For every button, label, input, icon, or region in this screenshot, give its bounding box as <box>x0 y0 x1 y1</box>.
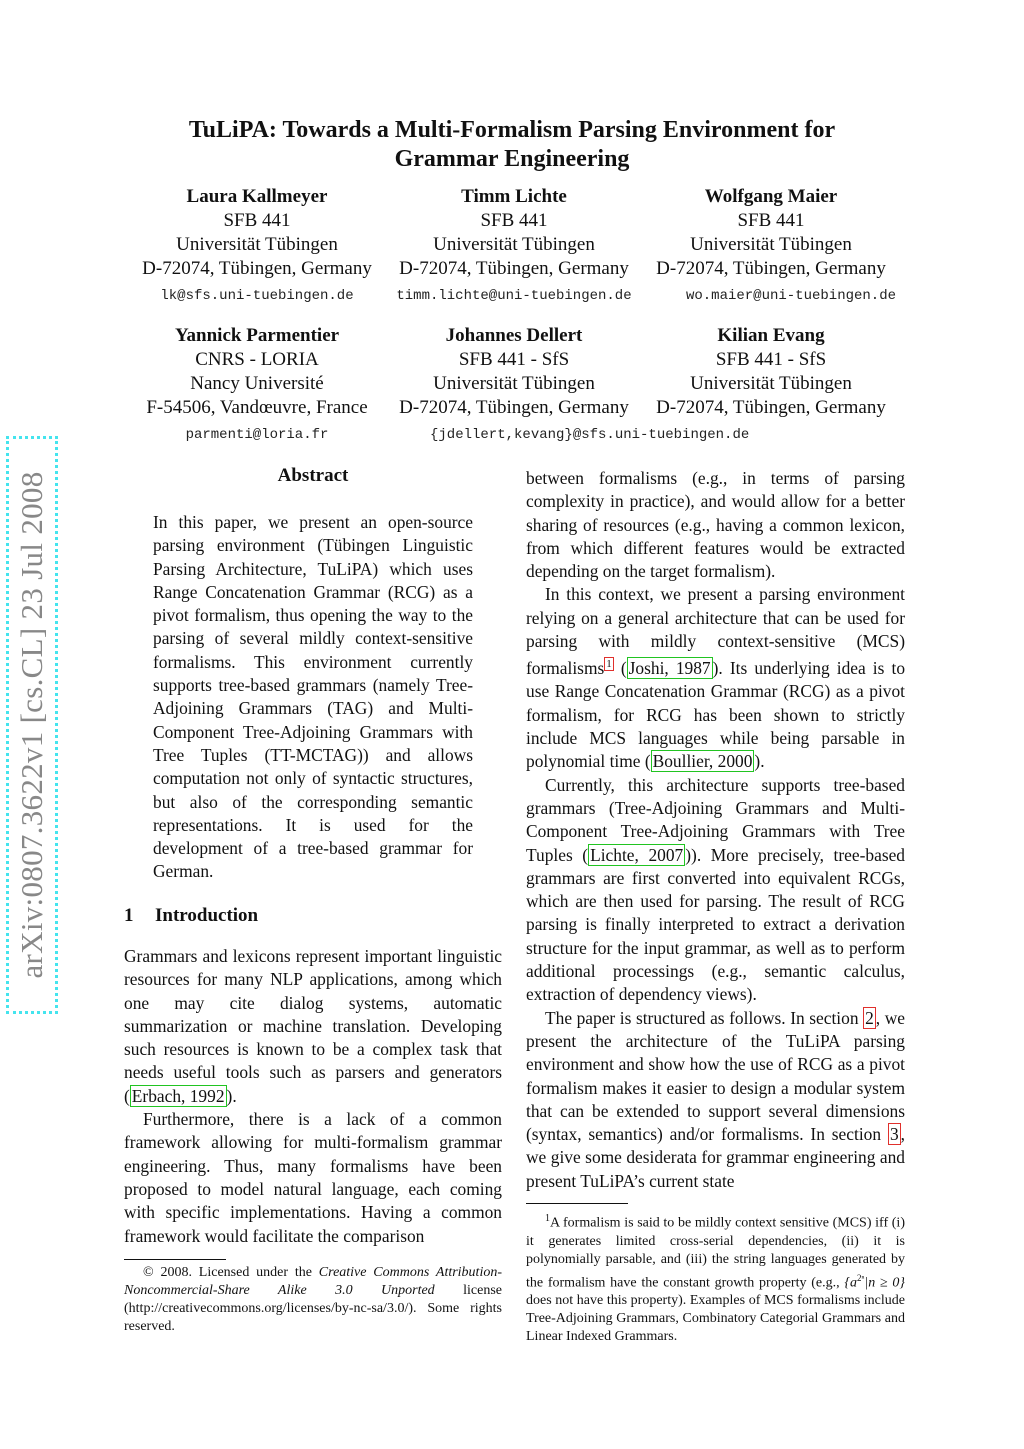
footnote-marker[interactable]: 1 <box>606 658 612 671</box>
paragraph: between formalisms (e.g., in terms of parsing complexity in practice), and would allow for a better sharing of resources (e.g., having a common lexicon, from which different features would be extracted depending on the target formalism). <box>526 468 905 582</box>
section-ref-link[interactable]: 2 <box>865 1007 874 1028</box>
citation-link[interactable]: Erbach, 1992 <box>131 1085 225 1106</box>
author-block <box>122 185 392 281</box>
author-block <box>122 324 392 420</box>
author-affiliation: Nancy Université <box>190 373 324 394</box>
paragraph: In this context, we present a parsing environment relying on a general architecture that can be used for parsing with mildly context-sensitive (MCS) formalisms $^1$ ( Joshi, 1987 ). Its underlying idea is to use Range Concatenation Grammar (RCG) as a pivot formalism, for RCG has been shown to strictly include MCS languages while being parsable in polynomial time ( Boullier, 2000 ). <box>526 584 906 772</box>
footnote-1: $^1$A formalism is said to be mildly context sensitive (MCS) iff (i) it generates limited cross-serial dependencies, (ii) it is polynomially parsable, and (iii) the string languages generated by the formalism have the constant growth property (e.g., $\{a^{2^n}|n \ge 0\}$ does not have this property). Examples of MCS formalisms include Tree-Adjoining Grammars, Combinatory Categorial Grammars and Linear Indexed Grammars. <box>526 1213 905 1345</box>
paragraph: The paper is structured as follows. In section 2 , we present the architecture of the TuLiPA parsing environment and show how the use of RCG as a pivot formalism makes it easier to design a modular system that can be extended to support several dimensions (syntax, semantics) and/or formalisms. In section 3 , we give some desiderata for grammar engineering and present TuLiPA’s current state <box>526 1007 905 1191</box>
arxiv-stamp <box>6 436 58 1014</box>
citation-link[interactable]: Joshi, 1987 <box>628 658 711 679</box>
author-affiliation: D-72074, Tübingen, Germany <box>142 258 372 279</box>
paragraph: Furthermore, there is a lack of a common framework allowing for multi-formalism grammar engineering. Thus, many formalisms have been proposed to model natural language, each coming with specific implementations. Having a common framework would facilitate the comparison <box>124 1109 502 1246</box>
author-affiliation: F-54506, Vandœuvre, France <box>146 397 368 418</box>
author-affiliation: D-72074, Tübingen, Germany <box>399 397 629 418</box>
intro-body <box>124 945 502 1248</box>
author-block <box>379 185 649 281</box>
author-affiliation: D-72074, Tübingen, Germany <box>656 397 886 418</box>
author-affiliation: Universität Tübingen <box>690 234 852 255</box>
paper-title <box>112 116 912 174</box>
arxiv-id: arXiv:0807.3622v1 [cs.CL] 23 Jul 2008 <box>14 471 49 979</box>
section-number: 1 <box>124 905 134 926</box>
author-email[interactable]: wo.maier@uni-tuebingen.de <box>685 288 897 304</box>
author-affiliation: D-72074, Tübingen, Germany <box>399 258 629 279</box>
title-line-2: Grammar Engineering <box>394 146 630 172</box>
author-affiliation: SFB 441 <box>223 210 291 231</box>
section-ref-link[interactable]: 3 <box>889 1124 899 1145</box>
author-name: Wolfgang Maier <box>704 186 838 207</box>
citation-link[interactable]: Lichte, 2007 <box>590 844 684 865</box>
author-affiliation: SFB 441 <box>480 210 548 231</box>
author-affiliation: SFB 441 - SfS <box>715 349 827 370</box>
license-footnote: © 2008. Licensed under the Creative Commons Attribution-Noncommercial-Share Alike 3.0 Unported license (http://creativecommons.org/licenses/by-nc-sa/3.0/). Some rights reserved. <box>124 1265 503 1334</box>
author-affiliation: D-72074, Tübingen, Germany <box>656 258 886 279</box>
paragraph: Currently, this architecture supports tree-based grammars (Tree-Adjoining Grammars and Multi-Component Tree-Adjoining Grammars with Tree Tuples ( Lichte, 2007 )). More precisely, tree-based grammars are first converted into equivalent RCGs, which are then used for parsing. The result of RCG parsing is finally interpreted to extract a derivation structure for the input grammar, as well as to perform additional processings (e.g., semantic calculus, extraction of dependency views). <box>526 774 906 1005</box>
author-block <box>379 324 649 420</box>
author-name: Johannes Dellert <box>445 325 583 346</box>
footnote-rule <box>526 1203 628 1204</box>
section-heading <box>124 905 258 927</box>
author-block <box>636 324 906 420</box>
abstract-heading: Abstract <box>277 465 349 486</box>
author-name: Timm Lichte <box>461 186 567 207</box>
author-affiliation: CNRS - LORIA <box>195 349 319 370</box>
author-block <box>636 185 906 281</box>
paragraph: Grammars and lexicons represent important linguistic resources for many NLP applications, among which one may cite dialog systems, automatic summarization or machine translation. Developing such resources is known to be a complex task that needs useful tools such as parsers and generators ( Erbach, 1992 ). <box>124 946 502 1106</box>
citation-link[interactable]: Boullier, 2000 <box>652 751 753 772</box>
author-name: Yannick Parmentier <box>174 325 340 346</box>
author-affiliation: Universität Tübingen <box>433 373 595 394</box>
author-affiliation: SFB 441 - SfS <box>458 349 570 370</box>
author-email[interactable]: lk@sfs.uni-tuebingen.de <box>160 288 354 304</box>
author-name: Kilian Evang <box>717 325 825 346</box>
author-affiliation: SFB 441 <box>737 210 805 231</box>
shared-email[interactable]: {jdellert,kevang}@sfs.uni-tuebingen.de <box>430 427 750 443</box>
abstract-text: In this paper, we present an open-source parsing environment (Tübingen Linguistic Parsing Architecture, TuLiPA) which uses Range Concatenation Grammar (RCG) as a pivot formalism, thus opening the way to the parsing of several mildly context-sensitive formalisms. This environment currently supports tree-based grammars (namely Tree-Adjoining Grammars (TAG) and Multi-Component Tree-Adjoining Grammars with Tree Tuples (TT-MCTAG)) and allows computation not only of syntactic structures, but also of the corresponding semantic representations. It is used for the development of a tree-based grammar for German. <box>153 512 473 882</box>
right-column <box>526 467 905 1193</box>
section-title: Introduction <box>155 905 259 926</box>
footnote-rule <box>124 1259 226 1260</box>
author-email[interactable]: parmenti@loria.fr <box>185 427 329 443</box>
author-email[interactable]: timm.lichte@uni-tuebingen.de <box>396 288 632 304</box>
author-name: Laura Kallmeyer <box>186 186 328 207</box>
author-affiliation: Universität Tübingen <box>690 373 852 394</box>
title-line-1: TuLiPA: Towards a Multi-Formalism Parsing Environment for <box>188 117 836 143</box>
author-affiliation: Universität Tübingen <box>176 234 338 255</box>
author-affiliation: Universität Tübingen <box>433 234 595 255</box>
